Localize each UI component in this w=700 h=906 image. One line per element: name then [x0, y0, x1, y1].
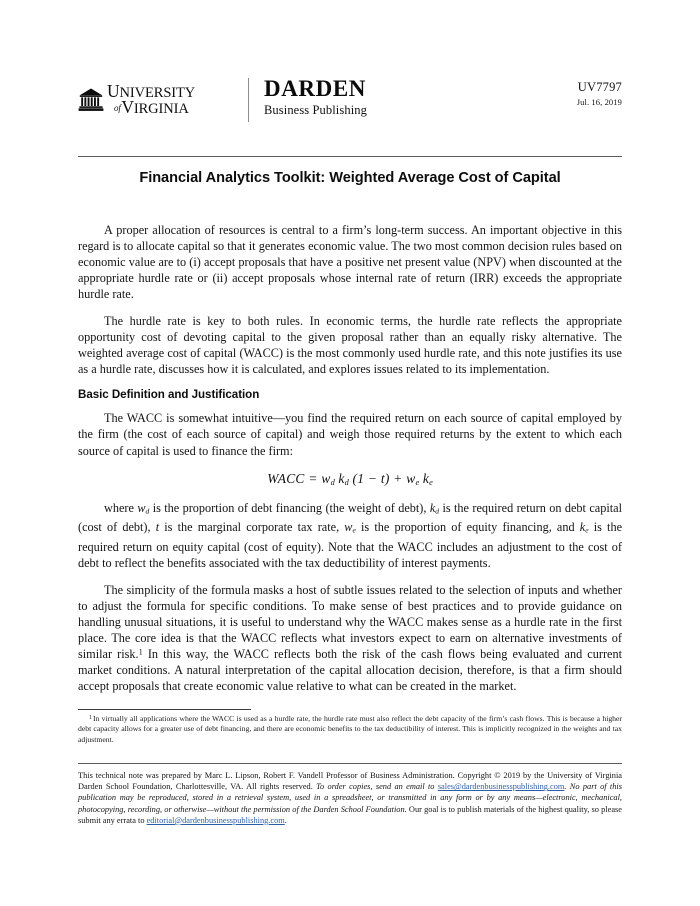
- uva-line1-capital: U: [107, 81, 120, 102]
- footnote-1: [78, 714, 622, 745]
- rotunda-icon: [78, 88, 104, 112]
- para4-kd-sub: d: [435, 506, 440, 516]
- document-masthead: [78, 76, 622, 124]
- para4-kd-base: k: [429, 500, 436, 515]
- formula-tax-symbol: t: [380, 470, 385, 486]
- formula-term-ke: [423, 471, 433, 486]
- copyright-italic-2: . No part of this publication may be reproduced, stored in a retrieval system, used in a spreadsheet, or transmitted in any form or by any means—electronic, mechanical, photocopying, recording, or otherwise—without the permission of the Darden School Foundation.: [78, 782, 622, 814]
- formula-we-sub: e: [415, 477, 420, 487]
- formula-term-we: [406, 471, 419, 486]
- para4-segment-5: is the proportion of equity financing, and: [355, 520, 580, 535]
- para4-segment-1: where: [104, 500, 138, 515]
- editorial-email-link[interactable]: editorial@dardenbusinesspublishing.com: [146, 815, 285, 825]
- document-id: UV7797: [577, 80, 622, 94]
- darden-brand-subtitle: Business Publishing: [264, 103, 367, 118]
- footnote-text: In virtually all applications where the WACC is used as a hurdle rate, the hurdle rate must also reflect the debt capacity of the firm’s cash flows. This is because a higher debt capacity allows for a greater use of debt financing, and there are economic benefits to the tax deductibility of interest. This is implicitly recognized in the weights and tax adjustment.: [78, 714, 622, 744]
- section-heading-basic-definition: Basic Definition and Justification: [78, 388, 260, 402]
- paragraph-4: [78, 500, 622, 572]
- darden-brand-name: DARDEN: [264, 76, 366, 101]
- formula-wd-base: w: [321, 470, 331, 486]
- copyright-block: [78, 770, 622, 826]
- para4-segment-2: is the proportion of debt financing (the weight of debt),: [149, 500, 430, 515]
- page-title: Financial Analytics Toolkit: Weighted Average Cost of Capital: [139, 170, 561, 186]
- formula-term-kd: [338, 471, 348, 486]
- formula-equals: =: [308, 470, 318, 486]
- copyright-segment-2: Our goal is to publish materials of the highest quality, so please submit any errata to: [78, 804, 622, 825]
- para4-wd-sub: d: [145, 506, 150, 516]
- masthead-divider: [248, 78, 249, 122]
- formula-paren-open: (1 −: [352, 470, 381, 486]
- uva-line2-capital: V: [121, 97, 134, 117]
- formula-kd-base: k: [338, 470, 345, 486]
- para4-ke-base: k: [579, 520, 586, 535]
- header-rule: [78, 156, 622, 157]
- para4-variable-wd: [137, 501, 149, 515]
- formula-kd-sub: d: [344, 477, 349, 487]
- uva-wordmark-line2: [107, 97, 195, 117]
- footer-rule: [78, 763, 622, 764]
- para4-we-base: w: [344, 520, 353, 535]
- wacc-formula: [78, 471, 622, 487]
- para5-part-1: The simplicity of the formula masks a host of subtle issues related to the selection of inputs and whether to adjust the formula for specific conditions. To make sense of best practices and to provide guidance on handling unusual situations, it is useful to understand why the WACC makes sense as a hurdle rate in the first place. The core idea is that the WACC reflects what investors expect to earn on alternative investments of similar risk.: [78, 583, 622, 662]
- document-meta: [577, 80, 622, 107]
- para4-we-sub: e: [352, 525, 356, 535]
- footnote-separator: [78, 709, 251, 710]
- uva-line2-rest: IRGINIA: [133, 101, 189, 117]
- para4-variable-kd: [430, 501, 439, 515]
- copyright-segment-1: This technical note was prepared by Marc L. Lipson, Robert F. Vandell Professor of Business Administration. Copyright © 2019 by the University of Virginia Darden School Foundation, Charlottesville, VA. All rights reserved.: [78, 771, 622, 792]
- formula-wd-sub: d: [330, 477, 335, 487]
- formula-paren-close: ): [384, 470, 390, 486]
- para5-part-2: In this way, the WACC reflects both the risk of the cash flows being evaluated and current market conditions. A natural interpretation of the capital allocation decision, therefore, is that a firm should accept proposals that create economic value relative to what can be created in the market.: [78, 647, 622, 694]
- document-date: Jul. 16, 2019: [576, 97, 622, 107]
- para4-variable-ke: [580, 520, 589, 534]
- footnote-reference-1[interactable]: 1: [138, 647, 143, 657]
- formula-term-wd: [321, 471, 334, 486]
- paragraph-5: [78, 582, 622, 694]
- formula-ke-sub: e: [429, 477, 433, 487]
- copyright-segment-3: .: [284, 815, 287, 825]
- paragraph-2: The hurdle rate is key to both rules. In economic terms, the hurdle rate reflects the appropriate opportunity cost of devoting capital to the given proposal rather than an equally risky alternative. The weighted average cost of capital (WACC) is the most commonly used hurdle rate, and this note justifies its use as a hurdle rate, discusses how it is calculated, and explores issues related to its implementation.: [78, 314, 622, 377]
- copyright-italic-1: To order copies, send an email to: [316, 782, 438, 792]
- footnote-marker: 1: [89, 714, 92, 721]
- document-body: [78, 222, 622, 705]
- uva-logo: [78, 76, 195, 124]
- formula-plus: +: [393, 470, 403, 486]
- darden-logo: [264, 77, 367, 118]
- uva-of-text: of: [114, 103, 121, 114]
- paragraph-3: The WACC is somewhat intuitive—you find the required return on each source of capital employed by the firm (the cost of each source of capital) and weigh those required returns by the extent to which each source of capital is used to finance the firm:: [78, 411, 622, 458]
- para4-segment-4: is the marginal corporate tax rate,: [159, 520, 345, 535]
- formula-lhs: WACC: [267, 470, 305, 486]
- sales-email-link[interactable]: sales@dardenbusinesspublishing.com: [437, 782, 565, 792]
- formula-ke-base: k: [422, 470, 430, 486]
- para4-variable-we: [344, 520, 356, 534]
- uva-wordmark: [107, 81, 196, 117]
- para4-segment-6: is the required return on equity capital (cost of equity). Note that the WACC includes an adjustment to the cost of debt to reflect the benefits associated with the tax deductibility of interest payments.: [78, 520, 623, 571]
- para4-wd-base: w: [137, 500, 146, 515]
- para4-segment-3: is the required return on debt capital (cost of debt),: [78, 500, 623, 535]
- para4-ke-sub: e: [585, 525, 589, 535]
- uva-line1-rest: NIVERSITY: [119, 85, 196, 102]
- formula-we-base: w: [406, 470, 416, 486]
- paragraph-1: A proper allocation of resources is central to a firm’s long-term success. An important objective in this regard is to allocate capital so that it generates economic value. The two most common decision rules based on economic value are to (i) accept proposals that have a positive net present value (NPV) when discounted at the appropriate hurdle rate or (ii) accept proposals whose internal rate of return (IRR) exceeds the appropriate hurdle rate.: [78, 223, 622, 302]
- para4-variable-t: t: [155, 520, 160, 535]
